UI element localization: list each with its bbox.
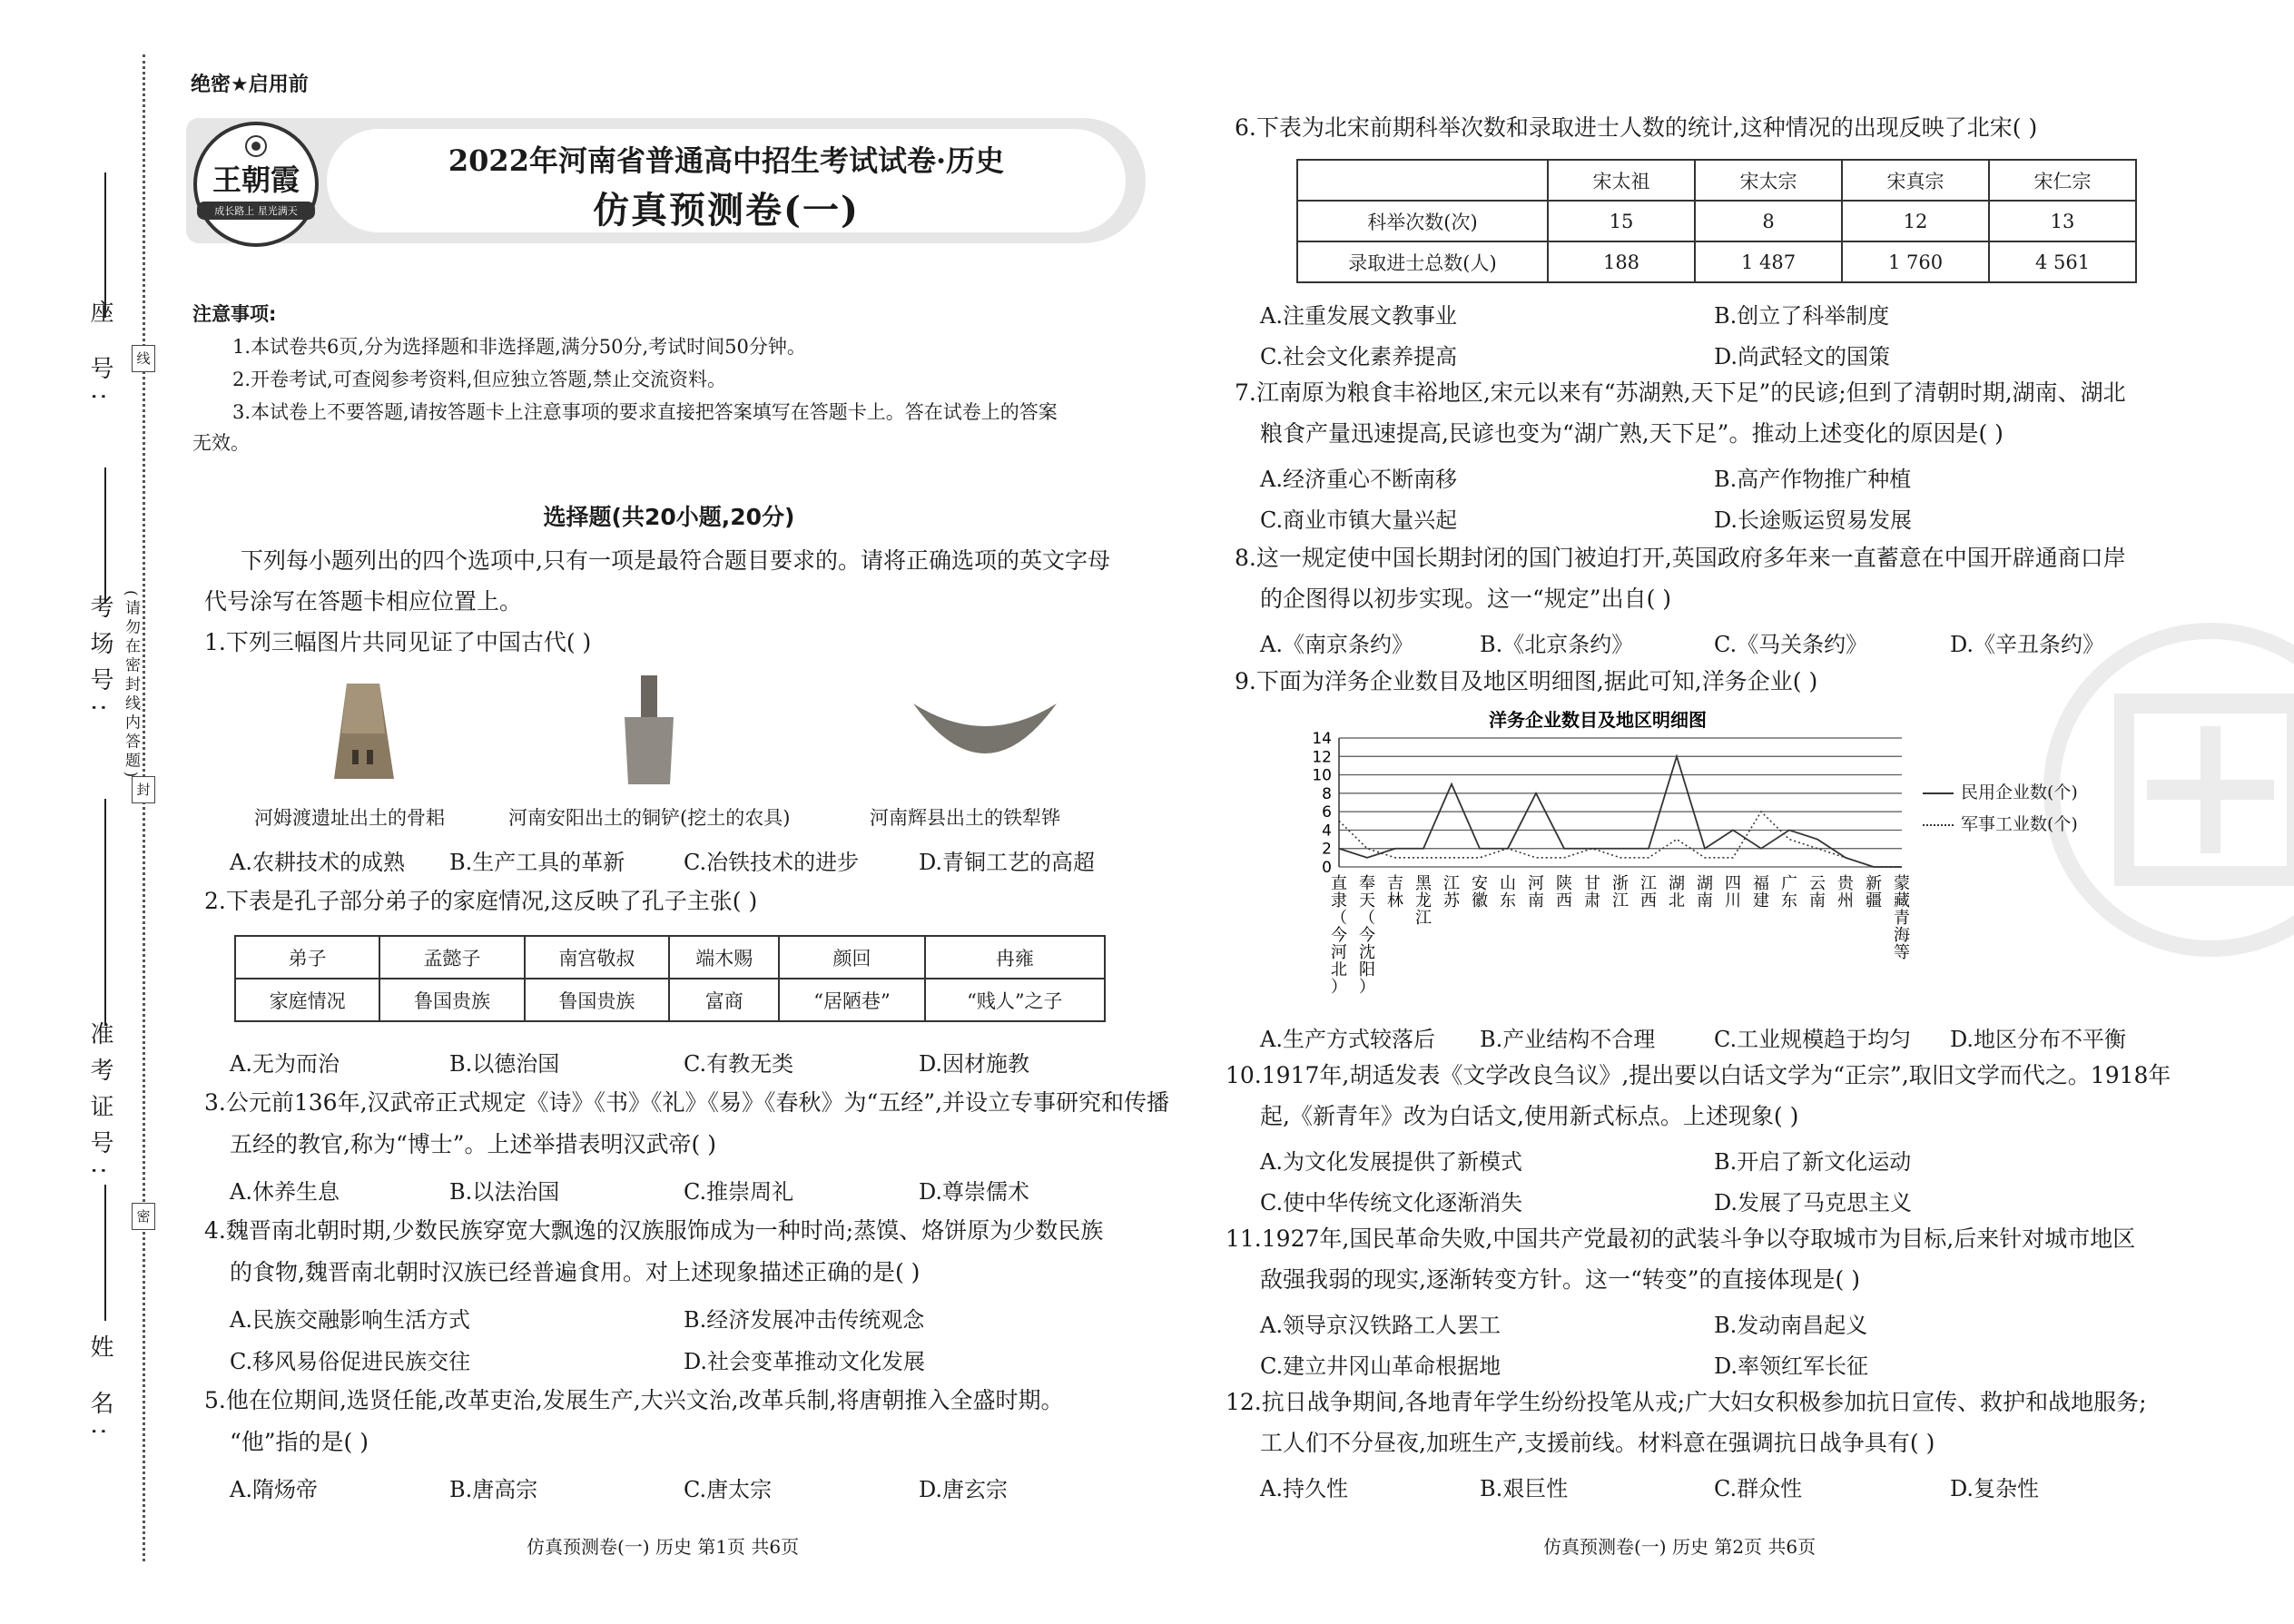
exam-subtitle: 仿真预测卷(一) [593,189,860,231]
q7-option: B.高产作物推广种植 [1714,467,1912,492]
notice-item-cont: 无效。 [192,432,250,454]
q10-stem: 10.1917年,胡适发表《文学改良刍议》,提出要以白话文学为“正宗”,取旧文学而代之。1918年 [1226,1062,2171,1088]
notice-title: 注意事项: [192,303,277,325]
q5-stem-cont: “他”指的是( ) [230,1429,369,1455]
page-footer-left: 仿真预测卷(一) 历史 第1页 共6页 [527,1536,800,1558]
seal-tag-line: 线 [132,345,155,372]
x-tick-label: 奉 [1359,874,1375,893]
name-label: 姓 名: [86,1334,113,1449]
q3-stem-cont: 五经的教官,称为“博士”。上述举措表明汉武帝( ) [230,1131,716,1157]
table-cell: 富商 [669,979,779,1021]
x-tick-label: 隶 [1331,891,1347,910]
table-cell: 1 487 [1695,241,1842,282]
q1-stem: 1.下列三幅图片共同见证了中国古代( ) [204,629,592,655]
q5-option: B.唐高宗 [449,1477,538,1502]
logo-name: 王朝霞 [212,162,300,197]
section-intro: 下列每小题列出的四个选项中,只有一项是最符合题目要求的。请将正确选项的英文字母 [241,547,1110,574]
notice-item: 3.本试卷上不要答题,请按答题卡上注意事项的要求直接把答案填写在答题卡上。答在试卷上的答案 [232,401,1058,423]
q11-option: D.率领红军长征 [1714,1353,1869,1379]
q3-option: C.推崇周礼 [684,1179,794,1205]
x-tick-label: 建 [1753,891,1769,910]
publisher-logo [193,122,319,247]
y-tick-label: 2 [1322,840,1332,859]
x-tick-label: 河 [1331,943,1347,962]
q12-stem-cont: 工人们不分昼夜,加班生产,支援前线。材料意在强调抗日战争具有( ) [1260,1430,1935,1456]
q10-option: A.为文化发展提供了新模式 [1260,1149,1522,1175]
x-tick-label: 贵 [1837,874,1854,893]
q10-option: D.发展了马克思主义 [1714,1190,1913,1216]
q10-option: B.开启了新文化运动 [1714,1149,1912,1175]
table-header: 孟懿子 [379,936,524,979]
q7-option: A.经济重心不断南移 [1260,467,1457,492]
x-tick-label: 东 [1500,891,1516,910]
q12-stem: 12.抗日战争期间,各地青年学生纷纷投笔从戎;广大妇女积极参加抗日宣传、救护和战地服务; [1226,1389,2147,1415]
table-header: 宋太祖 [1548,160,1695,201]
q6-option: D.尚武轻文的国策 [1714,344,1891,369]
y-tick-label: 10 [1312,766,1332,785]
q4-option: C.移风易俗促进民族交往 [230,1349,471,1374]
q8-option: D.《辛丑条约》 [1950,632,2105,657]
q7-stem: 7.江南原为粮食丰裕地区,宋元以来有“苏湖熟,天下足”的民谚;但到了清朝时期,湖南、湖北 [1235,379,2126,406]
y-tick-label: 8 [1322,784,1332,803]
table-cell: “贱人”之子 [925,979,1105,1021]
table-cell: 188 [1548,241,1695,282]
q4-option: B.经济发展冲击传统观念 [684,1307,925,1333]
seal-tag-seal: 封 [132,776,155,803]
q9-option: C.工业规模趋于均匀 [1714,1027,1912,1052]
q8-option: C.《马关条约》 [1714,632,1868,657]
q7-option: D.长途贩运贸易发展 [1714,507,1913,533]
q1-option: B.生产工具的革新 [449,850,625,875]
x-tick-label: 苏 [1443,891,1460,910]
q11-stem-cont: 敌强我弱的现实,逐渐转变方针。这一“转变”的直接体现是( ) [1260,1266,1860,1293]
x-tick-label: 肃 [1584,891,1600,910]
x-tick-label: 江 [1443,874,1460,893]
ticket-label: 准考证号: [86,1021,113,1187]
x-tick-label: 今 [1331,926,1347,945]
x-tick-label: 直 [1331,874,1347,893]
legend-label: 军事工业数(个) [1961,814,2078,834]
q1-caption: 河姆渡遗址出土的骨耜 [254,807,445,829]
q9-option: D.地区分布不平衡 [1950,1027,2127,1052]
table-header: 宋仁宗 [1989,160,2136,201]
x-tick-label: 山 [1500,874,1516,893]
table-cell: 1 760 [1842,241,1989,282]
q1-option: A.农耕技术的成熟 [230,850,405,875]
x-tick-label: 黑 [1415,874,1432,893]
x-tick-label: 天 [1359,891,1375,910]
table-header: 端木赐 [669,936,779,979]
crown-icon [238,133,274,160]
table-cell: 鲁国贵族 [379,979,524,1021]
x-tick-label: 湖 [1669,874,1685,893]
seal-warning: (请勿在密封线内答题) [122,590,140,782]
x-tick-label: （ [1331,909,1347,928]
q9-stem: 9.下面为洋务企业数目及地区明细图,据此可知,洋务企业( ) [1235,668,1818,694]
x-tick-label: 北 [1331,960,1347,979]
chart-title: 洋务企业数目及地区明细图 [1489,709,1707,731]
x-tick-label: 龙 [1415,891,1432,910]
y-tick-label: 12 [1312,748,1332,767]
q7-stem-cont: 粮食产量迅速提高,民谚也变为“湖广熟,天下足”。推动上述变化的原因是( ) [1260,420,2004,447]
q12-option: C.群众性 [1714,1476,1803,1501]
bone-spade-image [327,679,399,788]
table-cell: 8 [1695,201,1842,241]
q4-option: D.社会变革推动文化发展 [684,1349,926,1374]
section-title: 选择题(共20小题,20分) [543,504,795,530]
chart-y-ticks [1312,730,1332,877]
x-tick-label: 徽 [1472,891,1488,910]
table-header: 颜回 [779,936,924,979]
q9-option: A.生产方式较落后 [1260,1027,1435,1052]
q4-option: A.民族交融影响生活方式 [230,1307,470,1333]
x-tick-label: 藏 [1894,891,1910,910]
seat-label: 座 号: [86,300,113,414]
seat-blank [104,172,106,318]
room-label: 考场号: [86,595,113,724]
notice-item: 1.本试卷共6页,分为选择题和非选择题,满分50分,考试时间50分钟。 [232,336,806,358]
q8-stem: 8.这一规定使中国长期封闭的国门被迫打开,英国政府多年来一直蓄意在中国开辟通商口岸 [1235,545,2126,571]
q6-option: C.社会文化素养提高 [1260,344,1458,369]
q1-caption: 河南安阳出土的铜铲(挖土的农具) [508,807,791,829]
table-header: 弟子 [235,936,379,979]
x-tick-label: 东 [1781,891,1797,910]
q4-stem: 4.魏晋南北朝时期,少数民族穿宽大飘逸的汉族服饰成为一种时尚;蒸馍、烙饼原为少数民族 [204,1217,1104,1244]
q2-option: C.有教无类 [684,1051,794,1077]
q3-option: B.以法治国 [449,1179,560,1205]
q12-option: D.复杂性 [1950,1476,2040,1501]
x-tick-label: 青 [1894,909,1910,928]
x-tick-label: 南 [1697,891,1713,910]
table-cell: 家庭情况 [235,979,379,1021]
x-tick-label: 云 [1809,874,1826,893]
x-tick-label: 广 [1781,874,1797,893]
x-tick-label: ） [1359,978,1375,997]
legend-military [1923,811,2078,835]
q2-option: B.以德治国 [449,1051,560,1077]
x-tick-label: 新 [1866,874,1882,893]
notice-item: 2.开卷考试,可查阅参考资料,但应独立答题,禁止交流资料。 [232,369,727,390]
name-blank [104,1185,106,1321]
q2-option: D.因材施教 [919,1051,1030,1077]
binding-dotted-line [143,54,145,1561]
table-cell: 鲁国贵族 [525,979,669,1021]
x-tick-label: 北 [1669,891,1685,910]
q5-option: A.隋炀帝 [230,1477,318,1502]
table-header [1297,160,1548,201]
q12-option: B.艰巨性 [1480,1476,1569,1501]
x-tick-label: 陕 [1556,874,1572,893]
x-tick-label: 沈 [1359,943,1375,962]
q2-option: A.无为而治 [230,1051,340,1077]
x-tick-label: 吉 [1387,874,1403,893]
legend-dotted-line [1923,824,1954,826]
q2-table [234,935,1106,1022]
x-tick-label: 疆 [1866,891,1882,910]
q8-option: A.《南京条约》 [1260,632,1413,657]
x-tick-label: 州 [1837,891,1854,910]
x-tick-label: 西 [1640,891,1657,910]
q12-option: A.持久性 [1260,1476,1348,1501]
q11-stem: 11.1927年,国民革命失败,中国共产党最初的武装斗争以夺取城市为目标,后来针对城市地区 [1226,1225,2136,1252]
x-tick-label: 等 [1894,943,1910,962]
x-tick-label: （ [1359,909,1375,928]
table-cell: 15 [1548,201,1695,241]
q1-option: C.冶铁技术的进步 [684,850,860,875]
ticket-blank [104,799,106,1026]
table-cell: 13 [1989,201,2136,241]
x-tick-label: 蒙 [1894,874,1910,893]
q1-caption: 河南辉县出土的铁犁铧 [870,807,1060,829]
q2-stem: 2.下表是孔子部分弟子的家庭情况,这反映了孔子主张( ) [204,888,758,914]
q10-stem-cont: 起,《新青年》改为白话文,使用新式标点。上述现象( ) [1260,1103,1799,1129]
iron-plough-image [908,694,1062,776]
q8-stem-cont: 的企图得以初步实现。这一“规定”出自( ) [1260,586,1672,612]
q3-option: A.休养生息 [230,1179,340,1205]
x-tick-label: 南 [1809,891,1826,910]
secret-label: 绝密★启用前 [191,74,309,96]
q9-option: B.产业结构不合理 [1480,1027,1656,1052]
table-cell: “居陋巷” [779,979,924,1021]
q5-option: C.唐太宗 [684,1477,773,1502]
x-tick-label: 安 [1472,874,1488,893]
q1-option: D.青铜工艺的高超 [919,850,1096,875]
q7-option: C.商业市镇大量兴起 [1260,507,1458,533]
bronze-shovel-image [617,672,681,788]
q6-stem: 6.下表为北宋前期科举次数和录取进士人数的统计,这种情况的出现反映了北宋( ) [1235,114,2038,141]
table-cell: 4 561 [1989,241,2136,282]
q3-option: D.尊崇儒术 [919,1179,1030,1205]
page-footer-right: 仿真预测卷(一) 历史 第2页 共6页 [1543,1536,1816,1558]
x-tick-label: 四 [1725,874,1741,893]
table-header: 宋真宗 [1842,160,1989,201]
q11-option: C.建立井冈山革命根据地 [1260,1353,1501,1379]
q6-option: A.注重发展文教事业 [1260,303,1457,329]
legend-label: 民用企业数(个) [1961,782,2078,802]
notice-list [232,330,1058,428]
q5-stem: 5.他在位期间,选贤任能,改革吏治,发展生产,大兴文治,改革兵制,将唐朝推入全盛时期。 [204,1387,1064,1413]
table-header: 冉雍 [925,936,1105,979]
x-tick-label: 今 [1359,926,1375,945]
logo-subtitle: 成长路上 星光满天 [197,202,315,220]
x-tick-label: 江 [1612,891,1629,910]
table-cell: 科举次数(次) [1297,201,1548,241]
x-tick-label: 河 [1528,874,1544,893]
x-tick-label: 西 [1556,891,1572,910]
x-tick-label: 甘 [1584,874,1600,893]
x-tick-label: 林 [1387,891,1403,910]
table-cell: 12 [1842,201,1989,241]
q10-option: C.使中华传统文化逐渐消失 [1260,1190,1523,1216]
room-blank [104,468,106,604]
seal-tag-secret: 密 [132,1203,155,1230]
x-tick-label: 湖 [1697,874,1713,893]
legend-civil [1923,779,2078,803]
legend-solid-line [1923,792,1954,794]
y-tick-label: 14 [1312,730,1332,748]
x-tick-label: 江 [1415,909,1432,928]
q5-option: D.唐玄宗 [919,1477,1009,1502]
x-tick-label: 川 [1725,891,1741,910]
table-header: 南宫敬叔 [525,936,669,979]
q11-option: B.发动南昌起义 [1714,1313,1868,1338]
x-tick-label: 南 [1528,891,1544,910]
q4-stem-cont: 的食物,魏晋南北朝时汉族已经普遍食用。对上述现象描述正确的是( ) [230,1259,921,1285]
q6-option: B.创立了科举制度 [1714,303,1890,329]
q9-line-chart [1298,704,1988,1017]
y-tick-label: 4 [1322,822,1332,841]
y-tick-label: 0 [1322,859,1332,877]
chart-x-ticks [1331,874,1910,997]
x-tick-label: 阳 [1359,960,1375,979]
y-tick-label: 6 [1322,803,1332,822]
q3-stem: 3.公元前136年,汉武帝正式规定《诗》《书》《礼》《易》《春秋》为“五经”,并设立专事研究和传播 [204,1089,1170,1116]
table-cell: 录取进士总数(人) [1297,241,1548,282]
exam-title: 2022年河南省普通高中招生考试试卷·历史 [448,143,1005,178]
x-tick-label: 福 [1753,874,1769,893]
x-tick-label: 海 [1894,926,1910,945]
table-header: 宋太宗 [1695,160,1842,201]
q8-option: B.《北京条约》 [1480,632,1634,657]
q6-table [1296,159,2137,283]
section-intro-cont: 代号涂写在答题卡相应位置上。 [204,588,523,615]
x-tick-label: ） [1331,978,1347,997]
x-tick-label: 江 [1640,874,1657,893]
x-tick-label: 浙 [1612,874,1629,893]
q11-option: A.领导京汉铁路工人罢工 [1260,1313,1501,1338]
